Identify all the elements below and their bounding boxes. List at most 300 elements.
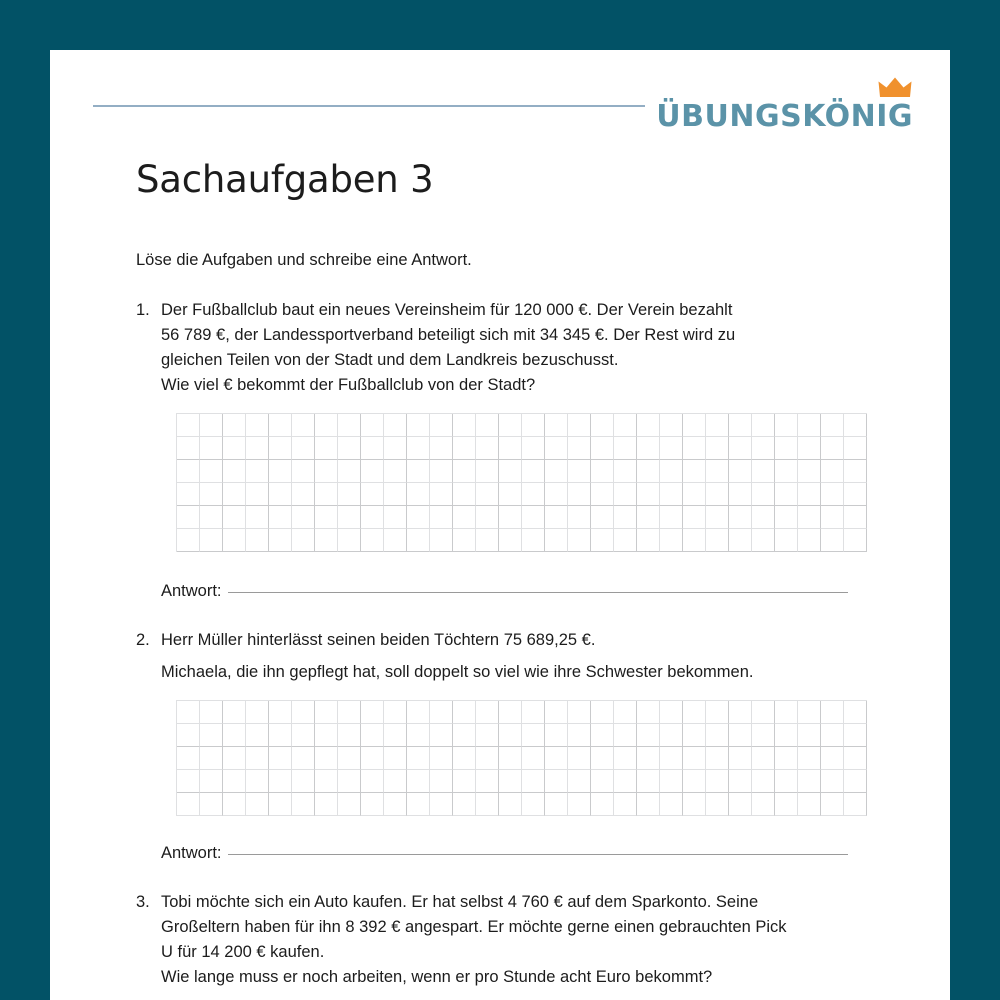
grid-cell[interactable] [798, 793, 821, 816]
grid-cell[interactable] [246, 724, 269, 747]
grid-cell[interactable] [177, 414, 200, 437]
grid-cell[interactable] [614, 460, 637, 483]
grid-cell[interactable] [361, 701, 384, 724]
grid-cell[interactable] [361, 437, 384, 460]
grid-cell[interactable] [660, 506, 683, 529]
grid-cell[interactable] [637, 701, 660, 724]
grid-cell[interactable] [223, 747, 246, 770]
grid-cell[interactable] [591, 460, 614, 483]
grid-cell[interactable] [545, 770, 568, 793]
grid-cell[interactable] [453, 437, 476, 460]
grid-cell[interactable] [338, 506, 361, 529]
grid-cell[interactable] [775, 724, 798, 747]
grid-cell[interactable] [292, 483, 315, 506]
grid-cell[interactable] [545, 724, 568, 747]
grid-cell[interactable] [361, 793, 384, 816]
grid-cell[interactable] [315, 506, 338, 529]
grid-cell[interactable] [821, 414, 844, 437]
grid-cell[interactable] [407, 414, 430, 437]
grid-cell[interactable] [246, 747, 269, 770]
grid-cell[interactable] [269, 437, 292, 460]
grid-cell[interactable] [292, 793, 315, 816]
grid-cell[interactable] [729, 460, 752, 483]
grid-cell[interactable] [315, 701, 338, 724]
grid-cell[interactable] [568, 793, 591, 816]
grid-cell[interactable] [798, 747, 821, 770]
grid-cell[interactable] [775, 747, 798, 770]
grid-cell[interactable] [706, 483, 729, 506]
grid-cell[interactable] [683, 701, 706, 724]
grid-cell[interactable] [453, 724, 476, 747]
grid-cell[interactable] [729, 724, 752, 747]
grid-cell[interactable] [292, 437, 315, 460]
grid-cell[interactable] [338, 701, 361, 724]
grid-cell[interactable] [200, 747, 223, 770]
grid-cell[interactable] [752, 506, 775, 529]
grid-cell[interactable] [407, 793, 430, 816]
grid-cell[interactable] [522, 701, 545, 724]
grid-cell[interactable] [522, 529, 545, 552]
grid-cell[interactable] [315, 437, 338, 460]
grid-cell[interactable] [591, 506, 614, 529]
grid-cell[interactable] [338, 529, 361, 552]
grid-cell[interactable] [407, 529, 430, 552]
grid-cell[interactable] [637, 437, 660, 460]
grid-cell[interactable] [315, 529, 338, 552]
grid-cell[interactable] [729, 437, 752, 460]
grid-cell[interactable] [292, 414, 315, 437]
grid-cell[interactable] [430, 747, 453, 770]
grid-cell[interactable] [499, 506, 522, 529]
grid-cell[interactable] [821, 770, 844, 793]
grid-cell[interactable] [361, 460, 384, 483]
grid-cell[interactable] [614, 529, 637, 552]
grid-cell[interactable] [798, 770, 821, 793]
grid-cell[interactable] [798, 529, 821, 552]
grid-cell[interactable] [752, 483, 775, 506]
grid-cell[interactable] [292, 506, 315, 529]
grid-cell[interactable] [453, 506, 476, 529]
grid-cell[interactable] [384, 483, 407, 506]
grid-cell[interactable] [775, 770, 798, 793]
grid-cell[interactable] [476, 414, 499, 437]
grid-cell[interactable] [292, 770, 315, 793]
grid-cell[interactable] [683, 770, 706, 793]
grid-cell[interactable] [798, 724, 821, 747]
grid-cell[interactable] [821, 483, 844, 506]
grid-cell[interactable] [568, 414, 591, 437]
grid-cell[interactable] [177, 793, 200, 816]
grid-cell[interactable] [706, 460, 729, 483]
grid-cell[interactable] [223, 701, 246, 724]
grid-cell[interactable] [499, 437, 522, 460]
grid-cell[interactable] [844, 770, 867, 793]
grid-cell[interactable] [729, 529, 752, 552]
grid-cell[interactable] [384, 529, 407, 552]
grid-cell[interactable] [683, 414, 706, 437]
grid-cell[interactable] [269, 506, 292, 529]
grid-cell[interactable] [453, 414, 476, 437]
grid-cell[interactable] [706, 529, 729, 552]
grid-cell[interactable] [729, 701, 752, 724]
grid-cell[interactable] [798, 460, 821, 483]
grid-cell[interactable] [752, 701, 775, 724]
grid-cell[interactable] [499, 529, 522, 552]
grid-cell[interactable] [637, 724, 660, 747]
grid-cell[interactable] [568, 437, 591, 460]
grid-cell[interactable] [545, 793, 568, 816]
grid-cell[interactable] [384, 506, 407, 529]
grid-cell[interactable] [223, 724, 246, 747]
grid-cell[interactable] [637, 460, 660, 483]
grid-cell[interactable] [430, 483, 453, 506]
grid-cell[interactable] [637, 483, 660, 506]
grid-cell[interactable] [384, 414, 407, 437]
grid-cell[interactable] [706, 437, 729, 460]
grid-cell[interactable] [361, 483, 384, 506]
grid-cell[interactable] [269, 529, 292, 552]
grid-cell[interactable] [476, 793, 499, 816]
grid-cell[interactable] [315, 483, 338, 506]
grid-cell[interactable] [798, 701, 821, 724]
grid-cell[interactable] [683, 724, 706, 747]
grid-cell[interactable] [614, 701, 637, 724]
grid-cell[interactable] [752, 414, 775, 437]
grid-cell[interactable] [338, 437, 361, 460]
grid-cell[interactable] [844, 701, 867, 724]
grid-cell[interactable] [361, 770, 384, 793]
grid-cell[interactable] [683, 529, 706, 552]
grid-cell[interactable] [683, 460, 706, 483]
grid-cell[interactable] [775, 701, 798, 724]
grid-cell[interactable] [637, 529, 660, 552]
grid-cell[interactable] [545, 483, 568, 506]
grid-cell[interactable] [338, 414, 361, 437]
grid-cell[interactable] [430, 437, 453, 460]
grid-cell[interactable] [729, 770, 752, 793]
grid-cell[interactable] [499, 747, 522, 770]
grid-cell[interactable] [246, 437, 269, 460]
grid-cell[interactable] [614, 793, 637, 816]
grid-cell[interactable] [177, 701, 200, 724]
grid-cell[interactable] [338, 460, 361, 483]
grid-cell[interactable] [384, 770, 407, 793]
grid-cell[interactable] [407, 747, 430, 770]
grid-cell[interactable] [453, 793, 476, 816]
grid-cell[interactable] [246, 770, 269, 793]
grid-cell[interactable] [775, 414, 798, 437]
grid-cell[interactable] [200, 529, 223, 552]
grid-cell[interactable] [223, 506, 246, 529]
grid-cell[interactable] [591, 747, 614, 770]
grid-cell[interactable] [430, 770, 453, 793]
grid-cell[interactable] [752, 747, 775, 770]
grid-cell[interactable] [200, 701, 223, 724]
grid-cell[interactable] [522, 437, 545, 460]
grid-cell[interactable] [660, 701, 683, 724]
grid-cell[interactable] [246, 460, 269, 483]
grid-cell[interactable] [338, 724, 361, 747]
grid-cell[interactable] [522, 460, 545, 483]
grid-cell[interactable] [384, 460, 407, 483]
grid-cell[interactable] [706, 724, 729, 747]
grid-cell[interactable] [614, 437, 637, 460]
grid-cell[interactable] [591, 701, 614, 724]
grid-cell[interactable] [246, 506, 269, 529]
grid-cell[interactable] [361, 414, 384, 437]
grid-cell[interactable] [752, 529, 775, 552]
grid-cell[interactable] [200, 724, 223, 747]
grid-cell[interactable] [522, 793, 545, 816]
grid-cell[interactable] [338, 747, 361, 770]
grid-cell[interactable] [545, 460, 568, 483]
grid-cell[interactable] [844, 460, 867, 483]
task-1-answer[interactable] [161, 582, 848, 601]
grid-cell[interactable] [706, 770, 729, 793]
grid-cell[interactable] [637, 793, 660, 816]
grid-cell[interactable] [522, 506, 545, 529]
grid-cell[interactable] [614, 724, 637, 747]
grid-cell[interactable] [637, 747, 660, 770]
grid-cell[interactable] [407, 437, 430, 460]
grid-cell[interactable] [683, 506, 706, 529]
grid-cell[interactable] [292, 529, 315, 552]
grid-cell[interactable] [683, 793, 706, 816]
grid-cell[interactable] [729, 747, 752, 770]
grid-cell[interactable] [614, 770, 637, 793]
grid-cell[interactable] [476, 483, 499, 506]
grid-cell[interactable] [660, 460, 683, 483]
grid-cell[interactable] [591, 414, 614, 437]
grid-cell[interactable] [200, 483, 223, 506]
grid-cell[interactable] [545, 747, 568, 770]
grid-cell[interactable] [568, 529, 591, 552]
grid-cell[interactable] [637, 414, 660, 437]
grid-cell[interactable] [591, 483, 614, 506]
grid-cell[interactable] [177, 460, 200, 483]
grid-cell[interactable] [430, 460, 453, 483]
grid-cell[interactable] [660, 529, 683, 552]
grid-cell[interactable] [476, 437, 499, 460]
grid-cell[interactable] [407, 460, 430, 483]
grid-cell[interactable] [200, 414, 223, 437]
grid-cell[interactable] [200, 437, 223, 460]
grid-cell[interactable] [821, 747, 844, 770]
grid-cell[interactable] [407, 483, 430, 506]
grid-cell[interactable] [660, 724, 683, 747]
grid-cell[interactable] [453, 483, 476, 506]
grid-cell[interactable] [223, 483, 246, 506]
grid-cell[interactable] [269, 701, 292, 724]
grid-cell[interactable] [269, 483, 292, 506]
grid-cell[interactable] [844, 414, 867, 437]
grid-cell[interactable] [499, 414, 522, 437]
grid-cell[interactable] [430, 414, 453, 437]
task-1-worksheet-grid[interactable] [176, 413, 867, 552]
grid-cell[interactable] [522, 770, 545, 793]
grid-cell[interactable] [798, 483, 821, 506]
grid-cell[interactable] [591, 529, 614, 552]
grid-cell[interactable] [246, 483, 269, 506]
grid-cell[interactable] [315, 460, 338, 483]
grid-cell[interactable] [522, 747, 545, 770]
grid-cell[interactable] [637, 506, 660, 529]
grid-cell[interactable] [384, 724, 407, 747]
grid-cell[interactable] [338, 770, 361, 793]
grid-cell[interactable] [384, 437, 407, 460]
grid-cell[interactable] [499, 701, 522, 724]
grid-cell[interactable] [568, 770, 591, 793]
grid-cell[interactable] [591, 770, 614, 793]
grid-cell[interactable] [430, 793, 453, 816]
grid-cell[interactable] [591, 724, 614, 747]
task-1-answer-line[interactable] [228, 592, 848, 593]
grid-cell[interactable] [223, 529, 246, 552]
grid-cell[interactable] [614, 747, 637, 770]
grid-cell[interactable] [706, 747, 729, 770]
grid-cell[interactable] [177, 506, 200, 529]
grid-cell[interactable] [844, 437, 867, 460]
grid-cell[interactable] [821, 724, 844, 747]
grid-cell[interactable] [706, 701, 729, 724]
grid-cell[interactable] [821, 437, 844, 460]
grid-cell[interactable] [200, 770, 223, 793]
grid-cell[interactable] [269, 414, 292, 437]
grid-cell[interactable] [637, 770, 660, 793]
task-2-answer[interactable] [161, 844, 848, 863]
grid-cell[interactable] [384, 701, 407, 724]
grid-cell[interactable] [614, 506, 637, 529]
grid-cell[interactable] [292, 701, 315, 724]
grid-cell[interactable] [361, 724, 384, 747]
grid-cell[interactable] [568, 701, 591, 724]
grid-cell[interactable] [361, 506, 384, 529]
grid-cell[interactable] [246, 701, 269, 724]
grid-cell[interactable] [775, 437, 798, 460]
grid-cell[interactable] [476, 460, 499, 483]
grid-cell[interactable] [660, 437, 683, 460]
grid-cell[interactable] [476, 701, 499, 724]
grid-cell[interactable] [568, 460, 591, 483]
grid-cell[interactable] [269, 770, 292, 793]
grid-cell[interactable] [476, 770, 499, 793]
grid-cell[interactable] [775, 529, 798, 552]
grid-cell[interactable] [821, 506, 844, 529]
grid-cell[interactable] [821, 701, 844, 724]
grid-cell[interactable] [752, 460, 775, 483]
grid-cell[interactable] [499, 460, 522, 483]
grid-cell[interactable] [361, 747, 384, 770]
grid-cell[interactable] [384, 793, 407, 816]
grid-cell[interactable] [476, 529, 499, 552]
grid-cell[interactable] [591, 793, 614, 816]
grid-cell[interactable] [660, 793, 683, 816]
grid-cell[interactable] [844, 793, 867, 816]
grid-cell[interactable] [430, 529, 453, 552]
grid-cell[interactable] [453, 460, 476, 483]
grid-cell[interactable] [361, 529, 384, 552]
grid-cell[interactable] [775, 483, 798, 506]
grid-cell[interactable] [660, 483, 683, 506]
grid-cell[interactable] [706, 506, 729, 529]
grid-cell[interactable] [315, 724, 338, 747]
grid-cell[interactable] [499, 793, 522, 816]
grid-cell[interactable] [407, 770, 430, 793]
grid-cell[interactable] [269, 460, 292, 483]
grid-cell[interactable] [200, 460, 223, 483]
grid-cell[interactable] [200, 506, 223, 529]
grid-cell[interactable] [821, 529, 844, 552]
grid-cell[interactable] [177, 529, 200, 552]
grid-cell[interactable] [223, 437, 246, 460]
grid-cell[interactable] [844, 483, 867, 506]
grid-cell[interactable] [269, 724, 292, 747]
grid-cell[interactable] [844, 724, 867, 747]
grid-cell[interactable] [407, 701, 430, 724]
grid-cell[interactable] [292, 460, 315, 483]
grid-cell[interactable] [292, 747, 315, 770]
grid-cell[interactable] [177, 747, 200, 770]
grid-cell[interactable] [269, 793, 292, 816]
grid-cell[interactable] [315, 793, 338, 816]
grid-cell[interactable] [430, 724, 453, 747]
grid-cell[interactable] [453, 529, 476, 552]
grid-cell[interactable] [384, 747, 407, 770]
grid-cell[interactable] [545, 529, 568, 552]
grid-cell[interactable] [729, 506, 752, 529]
grid-cell[interactable] [568, 724, 591, 747]
grid-cell[interactable] [177, 724, 200, 747]
grid-cell[interactable] [798, 506, 821, 529]
grid-cell[interactable] [614, 414, 637, 437]
grid-cell[interactable] [246, 529, 269, 552]
grid-cell[interactable] [752, 724, 775, 747]
task-2-answer-line[interactable] [228, 854, 848, 855]
grid-cell[interactable] [660, 770, 683, 793]
grid-cell[interactable] [775, 506, 798, 529]
grid-cell[interactable] [499, 724, 522, 747]
grid-cell[interactable] [729, 483, 752, 506]
grid-cell[interactable] [407, 506, 430, 529]
ubungskonig-logo[interactable] [656, 80, 913, 132]
grid-cell[interactable] [683, 437, 706, 460]
grid-cell[interactable] [660, 414, 683, 437]
grid-cell[interactable] [545, 437, 568, 460]
grid-cell[interactable] [775, 460, 798, 483]
grid-cell[interactable] [752, 793, 775, 816]
grid-cell[interactable] [568, 747, 591, 770]
grid-cell[interactable] [568, 506, 591, 529]
grid-cell[interactable] [775, 793, 798, 816]
grid-cell[interactable] [683, 747, 706, 770]
grid-cell[interactable] [614, 483, 637, 506]
grid-cell[interactable] [568, 483, 591, 506]
grid-cell[interactable] [844, 747, 867, 770]
grid-cell[interactable] [476, 506, 499, 529]
grid-cell[interactable] [545, 414, 568, 437]
grid-cell[interactable] [522, 483, 545, 506]
grid-cell[interactable] [223, 793, 246, 816]
grid-cell[interactable] [522, 414, 545, 437]
grid-cell[interactable] [752, 770, 775, 793]
grid-cell[interactable] [315, 747, 338, 770]
grid-cell[interactable] [430, 701, 453, 724]
grid-cell[interactable] [545, 506, 568, 529]
grid-cell[interactable] [177, 770, 200, 793]
grid-cell[interactable] [499, 770, 522, 793]
grid-cell[interactable] [522, 724, 545, 747]
grid-cell[interactable] [430, 506, 453, 529]
